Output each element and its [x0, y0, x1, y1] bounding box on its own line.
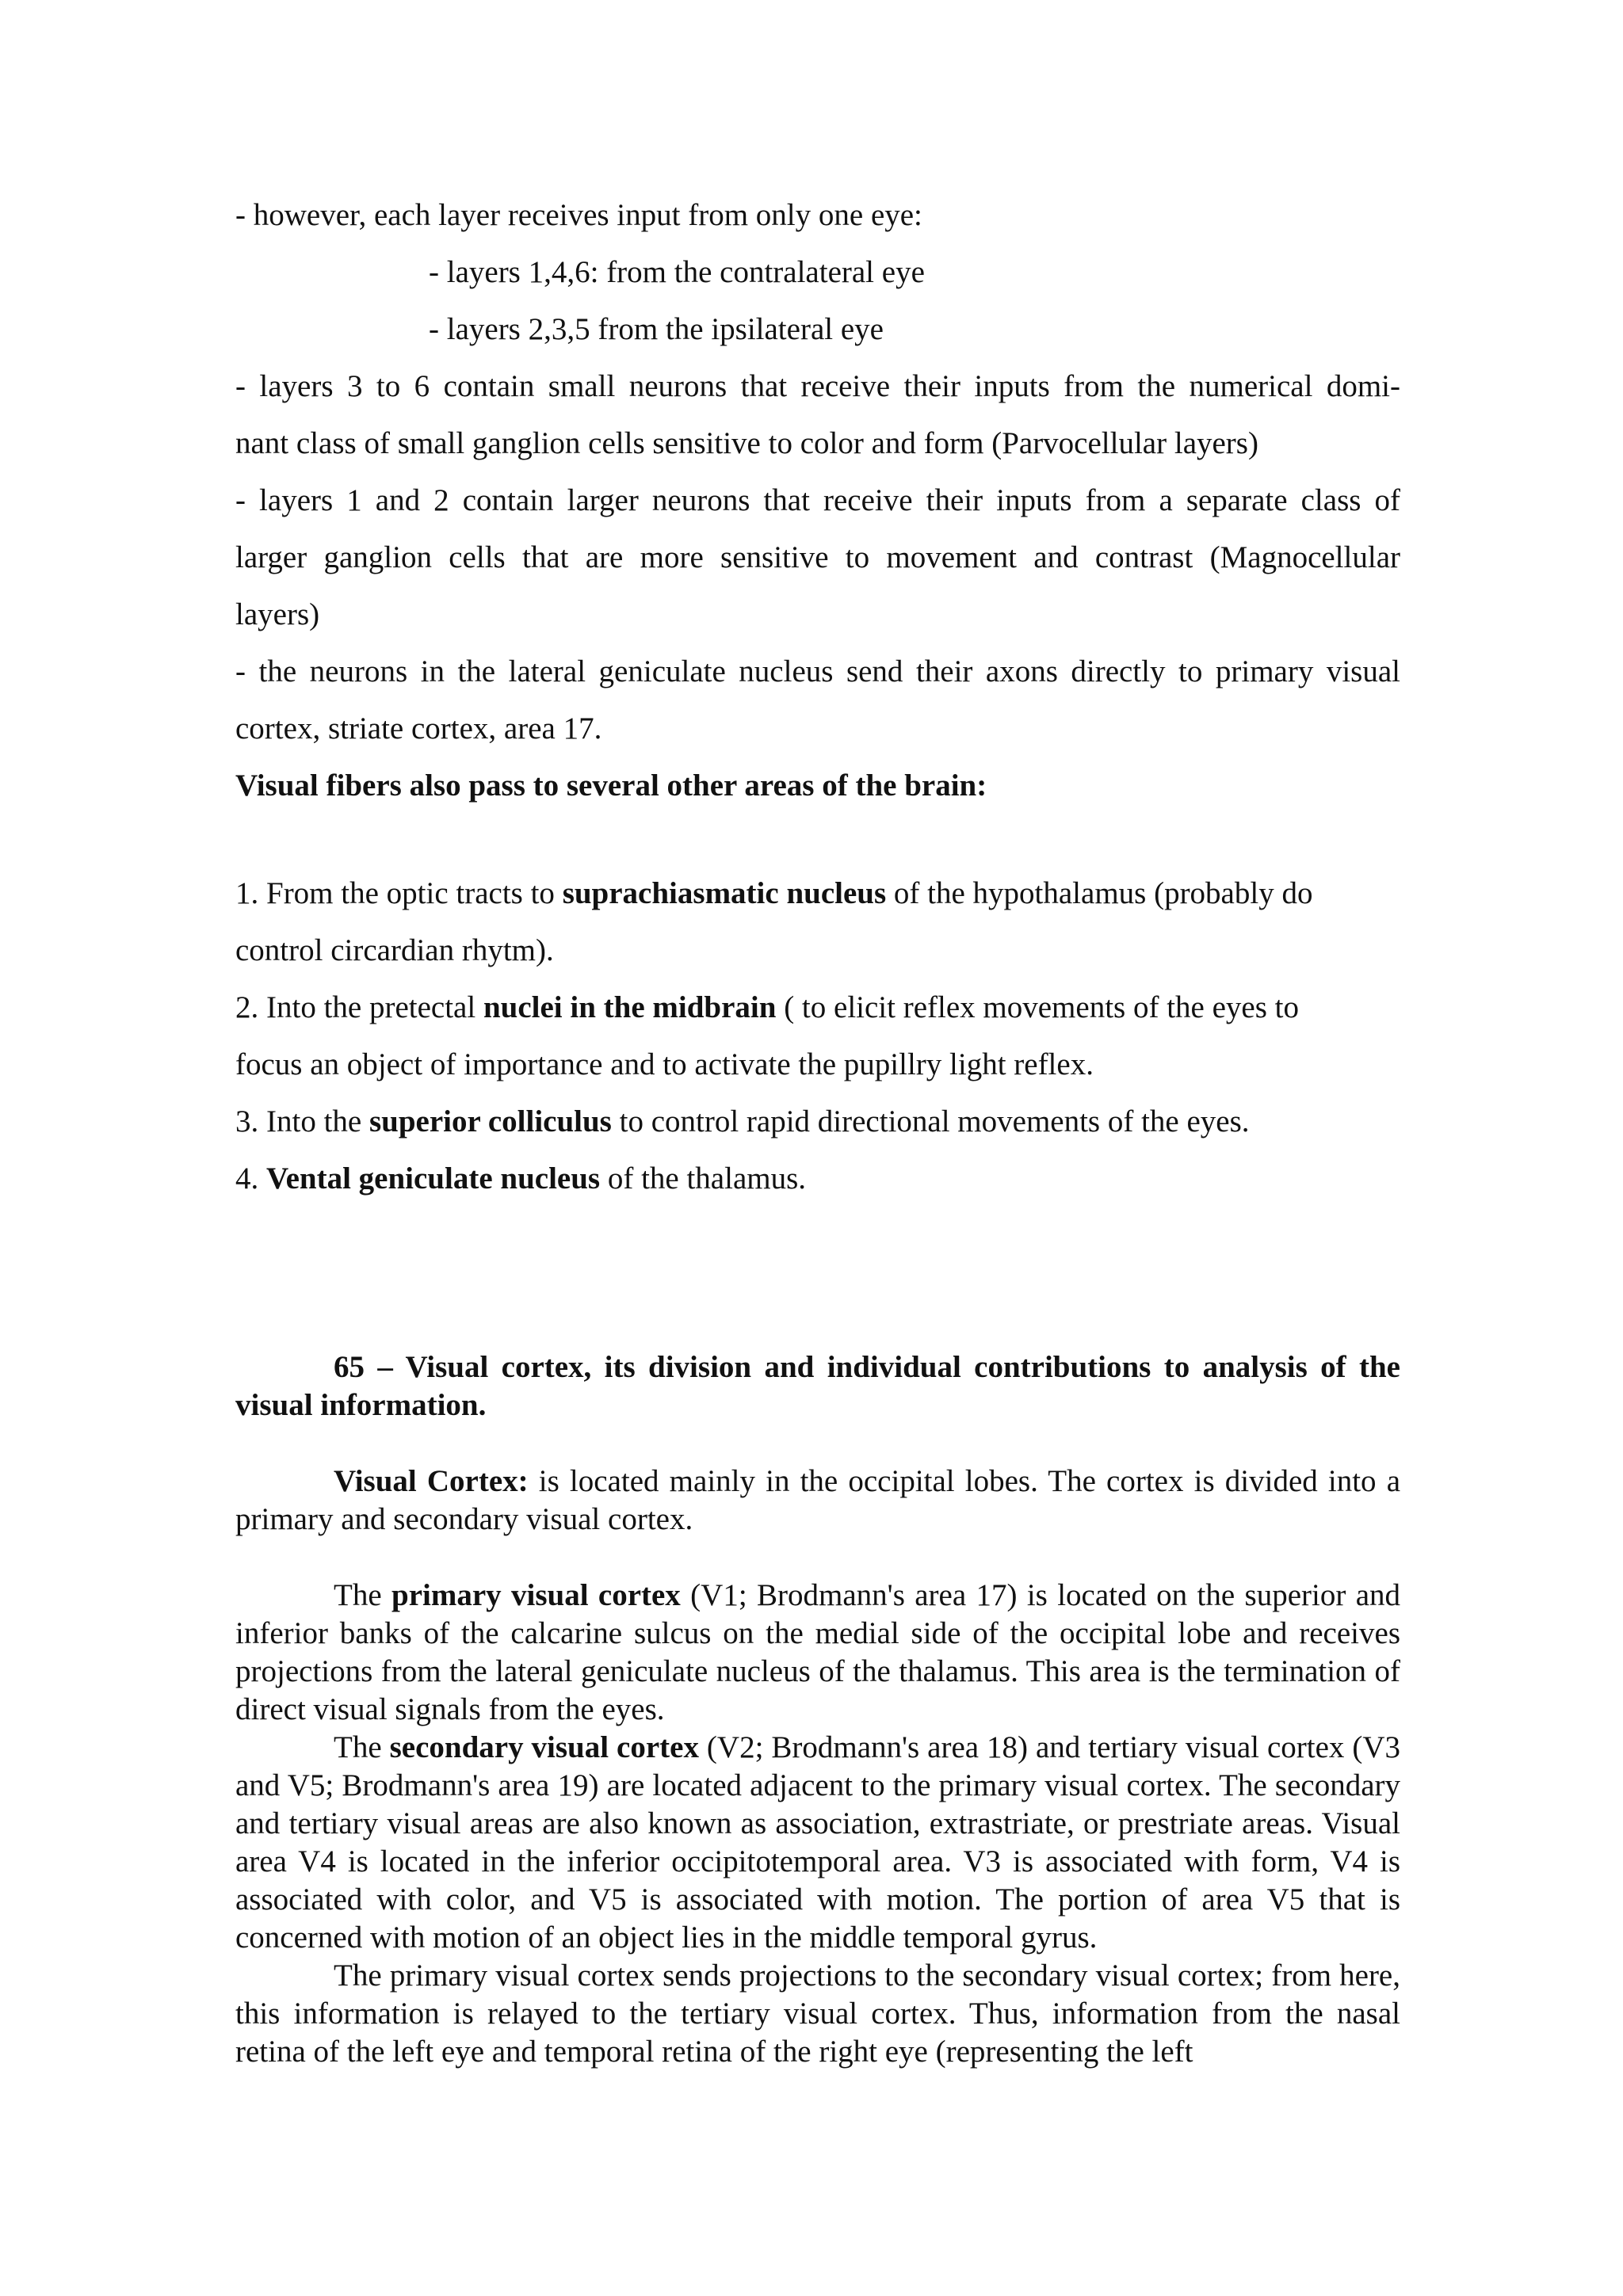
note-line-indented: - layers 2,3,5 from the ipsilateral eye	[429, 312, 884, 346]
note-line: - however, each layer receives input from only one eye:	[235, 198, 922, 232]
paragraph: The primary visual cortex sends projections to the secondary visual cortex; from here, this information is relayed to the tertiary visual cortex. Thus, information from the nasal retina of the left eye and temporal retina of the right eye (representing the left	[235, 1958, 1400, 2069]
visual-fibers-list	[235, 865, 1400, 1207]
list-item: 1. From the optic tracts to suprachiasmatic nucleus of the hypothalamus (probably do	[235, 876, 1313, 910]
paragraph: The primary visual cortex (V1; Brodmann's area 17) is located on the superior and inferior banks of the calcarine sulcus on the medial side of the occipital lobe and receives projections from the lateral geniculate nucleus of the thalamus. This area is the termination of direct visual signals from the eyes.	[235, 1578, 1401, 1726]
note-line: nant class of small ganglion cells sensitive to color and form (Parvocellular layers)	[235, 426, 1258, 460]
list-item: 3. Into the superior colliculus to control rapid directional movements of the eyes.	[235, 1104, 1250, 1138]
list-item-continuation: control circardian rhytm).	[235, 933, 554, 967]
paragraph: Visual Cortex: is located mainly in the occipital lobes. The cortex is divided into a primary and secondary visual cortex.	[235, 1464, 1400, 1536]
list-item: 4. Vental geniculate nucleus of the thalamus.	[235, 1161, 807, 1196]
section-title: 65 – Visual cortex, its division and individual contributions to analysis of the visual information.	[235, 1350, 1400, 1422]
note-line: larger ganglion cells that are more sensitive to movement and contrast (Magnocellular	[235, 540, 1400, 574]
note-line: - the neurons in the lateral geniculate nucleus send their axons directly to primary visual	[235, 654, 1400, 688]
note-line-indented: - layers 1,4,6: from the contralateral eye	[429, 255, 925, 289]
note-line: - layers 3 to 6 contain small neurons that receive their inputs from the numerical domi-	[235, 369, 1400, 403]
note-line: cortex, striate cortex, area 17.	[235, 711, 602, 746]
lgn-notes	[235, 187, 1400, 814]
note-line: - layers 1 and 2 contain larger neurons that receive their inputs from a separate class of	[235, 483, 1400, 517]
section-65	[235, 1348, 1400, 2071]
note-line: layers)	[235, 597, 320, 631]
list-item-continuation: focus an object of importance and to activate the pupillry light reflex.	[235, 1047, 1094, 1081]
paragraph: The secondary visual cortex (V2; Brodmann's area 18) and tertiary visual cortex (V3 and V5; Brodmann's area 19) are located adjacent to the primary visual cortex. The secondary and tertiary visual areas are also known as association, extrastriate, or prestriate areas. Visual area V4 is located in the inferior occipitotemporal area. V3 is associated with form, V4 is associated with color, and V5 is associated with motion. The portion of area V5 that is concerned with motion of an object lies in the middle temporal gyrus.	[235, 1730, 1400, 1955]
list-item: 2. Into the pretectal nuclei in the midbrain ( to elicit reflex movements of the eyes to	[235, 990, 1299, 1024]
visual-fibers-heading: Visual fibers also pass to several other areas of the brain:	[235, 769, 987, 803]
